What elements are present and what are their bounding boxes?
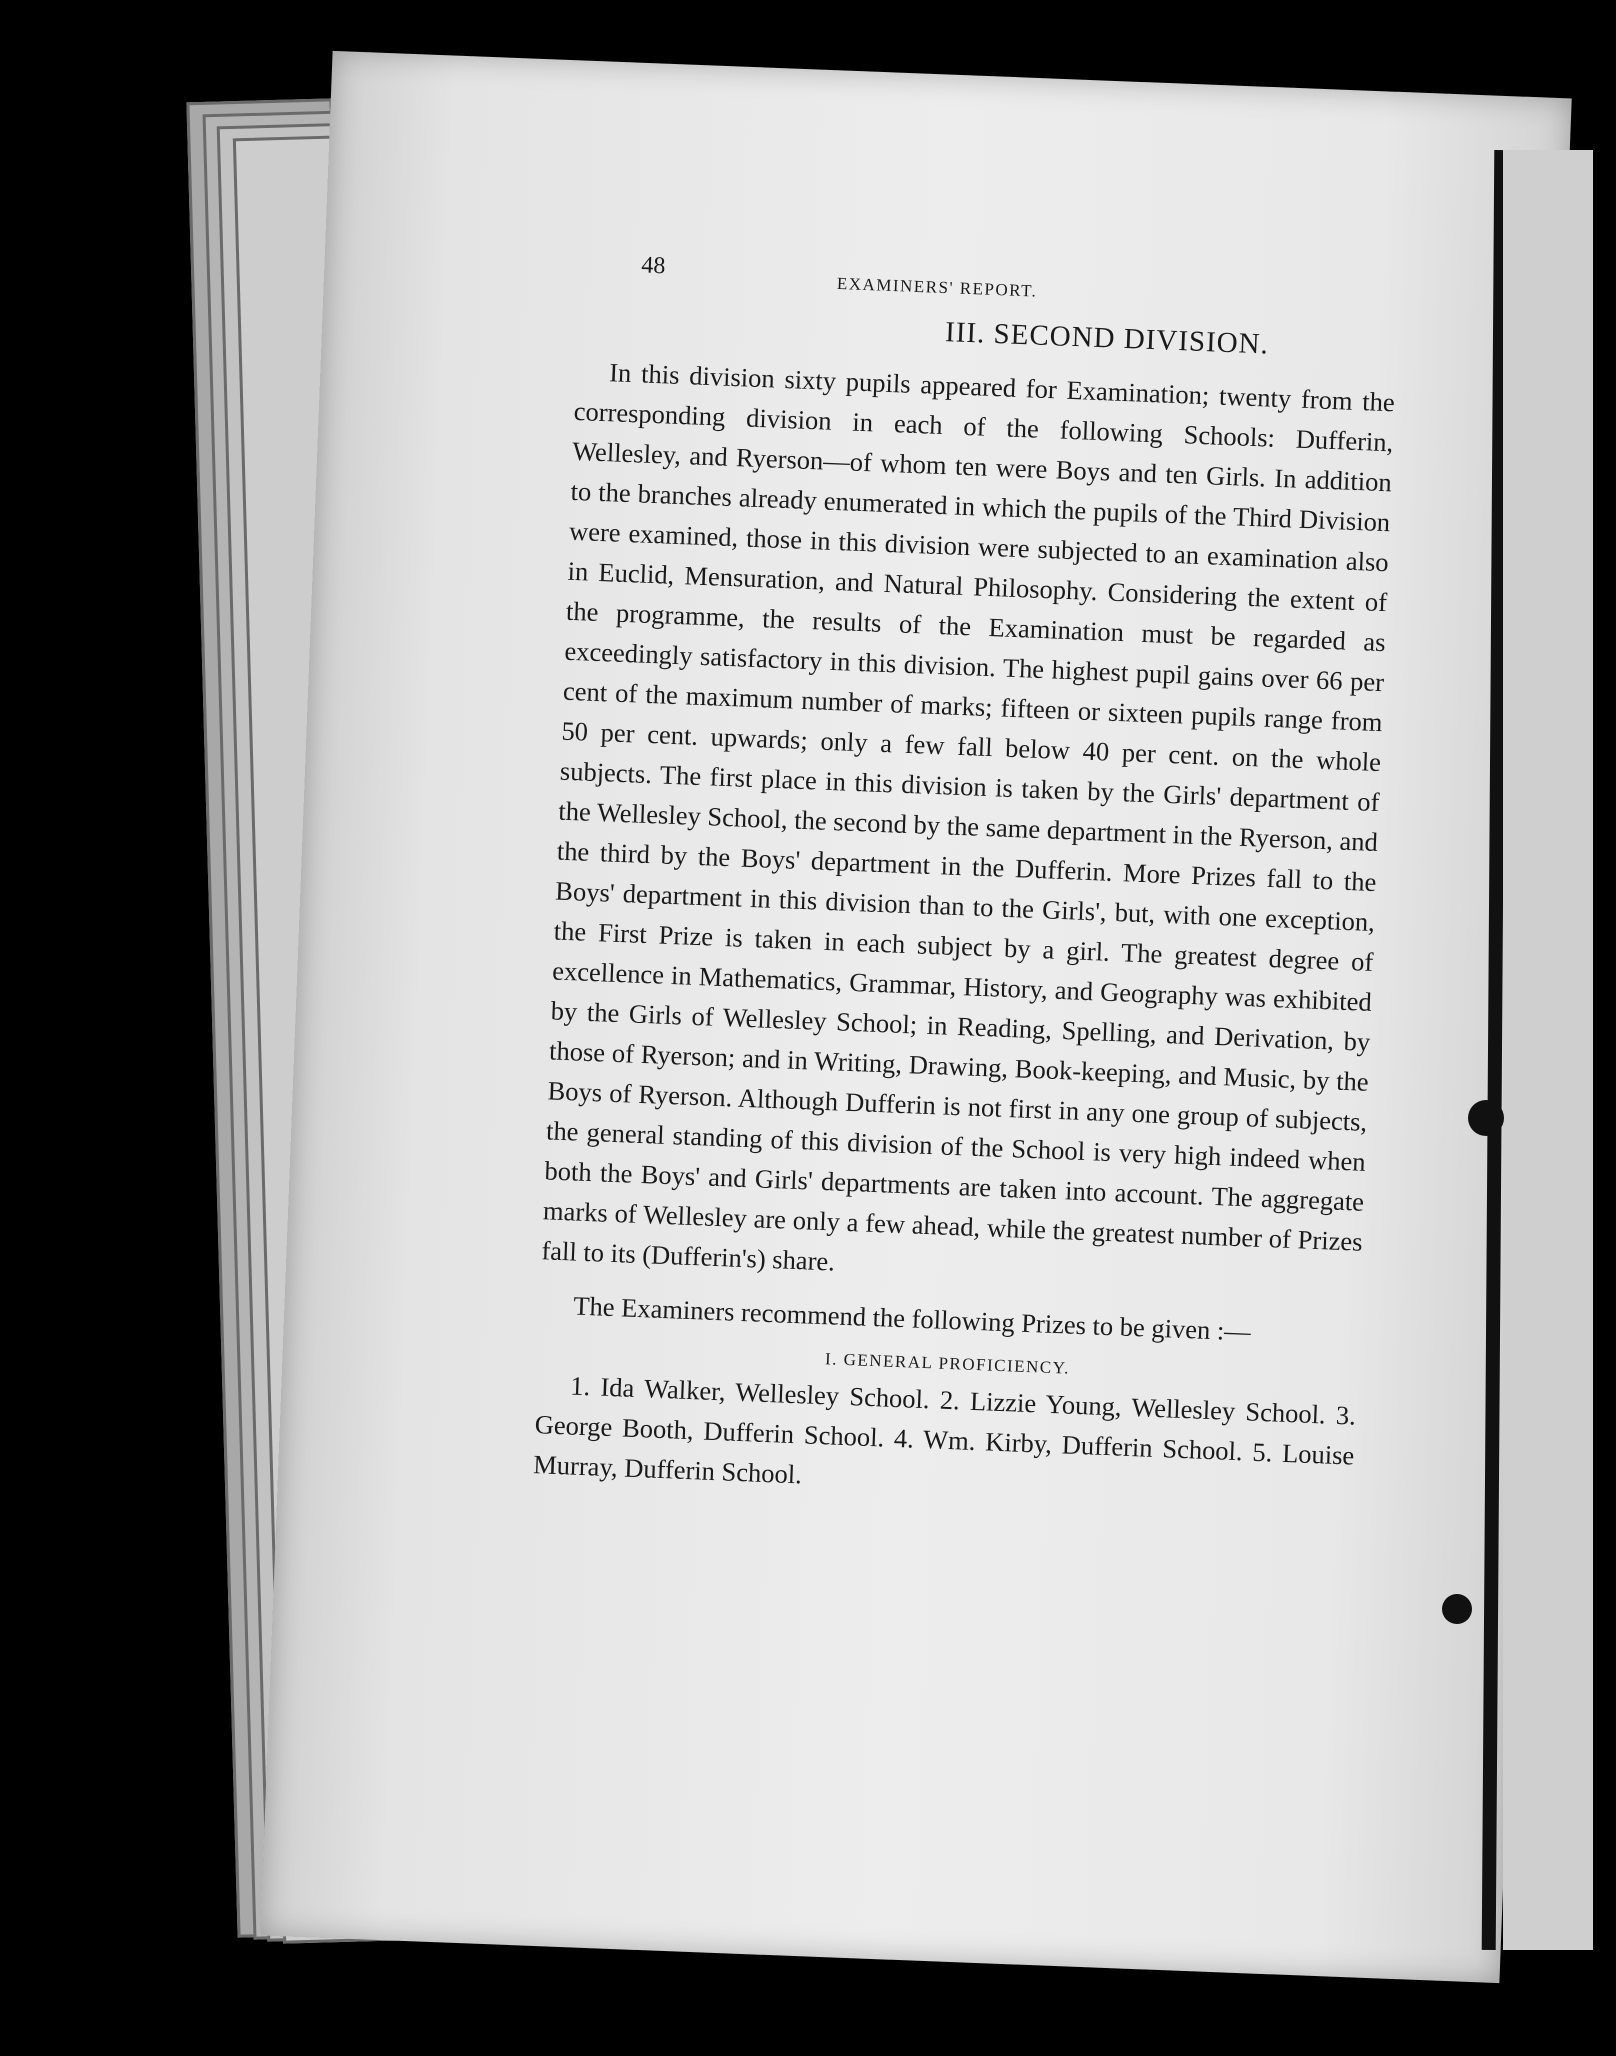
binding-clip: [1442, 1594, 1472, 1624]
section-title: III. SECOND DIVISION.: [944, 316, 1270, 361]
subheading: I. GENERAL PROFICIENCY.: [824, 1349, 1071, 1378]
page-number: 48: [640, 252, 666, 280]
facing-page-edge: [1503, 150, 1593, 1950]
running-head: EXAMINERS' REPORT.: [836, 273, 1038, 301]
page-text: [533, 250, 1400, 1516]
recommendation-line: The Examiners recommend the following Prizes to be given :—: [572, 1290, 1252, 1347]
body-paragraph: In this division sixty pupils appeared for Examination; twenty from the corresponding division in each of the following Schools: Dufferin, Wellesley, and Ryerson—of whom ten were Boys and ten Girls. In addition to the branches already enumerated in which the pupils of the Third Division were examined, those in this division were subjected to an examination also in Euclid, Mensuration, and Natural Philosophy. Considering the extent of the programme, the results of the Examination must be regarded as exceedingly satisfactory in this division. The highest pupil gains over 66 per cent of the maximum number of marks; fifteen or sixteen pupils range from 50 per cent. upwards; only a few fall below 40 per cent. on the whole subjects. The first place in this division is taken by the Girls' department of the Wellesley School, the second by the same department in the Ryerson, and the third by the Boys' department in the Dufferin. More Prizes fall to the Boys' department in this division than to the Girls', but, with one exception, the First Prize is taken in each subject by a girl. The greatest degree of excellence in Mathematics, Grammar, History, and Geography was exhibited by the Girls of Wellesley School; in Reading, Spelling, and Derivation, by those of Ryerson; and in Writing, Drawing, Book-keeping, and Music, by the Boys of Ryerson. Although Dufferin is not first in any one group of subjects, the general standing of this division of the School is very high indeed when both the Boys' and Girls' departments are taken into account. The aggregate marks of Wellesley are only a few ahead, while the greatest number of Prizes fall to its (Dufferin's) share.: [540, 357, 1396, 1277]
binding-clip: [1468, 1100, 1504, 1136]
prize-list: 1. Ida Walker, Wellesley School. 2. Lizzie Young, Wellesley School. 3. George Booth, Dufferin School. 4. Wm. Kirby, Dufferin School. 5. Louise Murray, Dufferin School.: [532, 1370, 1357, 1490]
